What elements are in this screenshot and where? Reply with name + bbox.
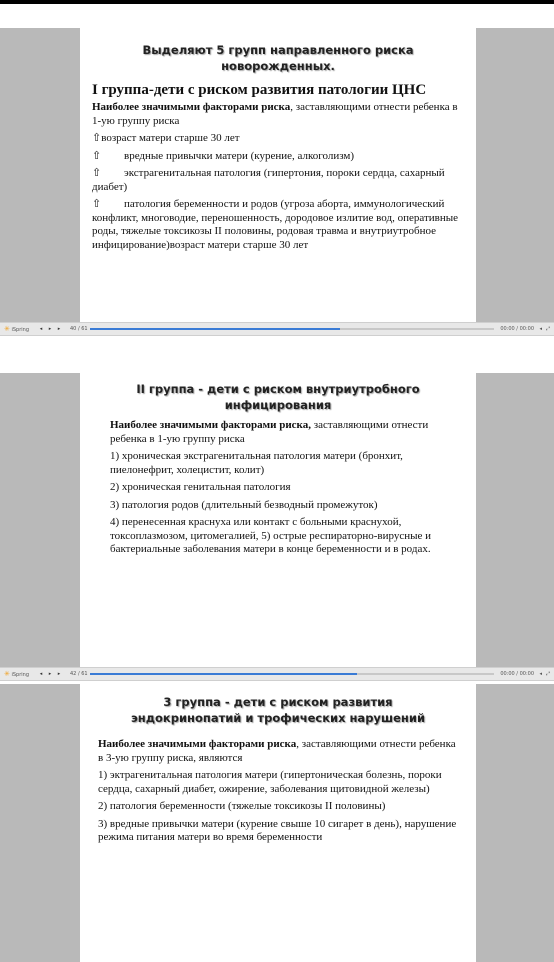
time-display: 00:00 / 00:00 [500,326,534,332]
slide-right-margin [476,684,554,962]
slide-counter: 42 / 61 [70,671,88,677]
intro-rest: заставляющими отнести ребенка в 1-ую группу риска [110,419,429,445]
slide-content [80,28,476,322]
intro-bold: Наиболее значимыми факторами риска, [110,419,311,431]
progress-track[interactable] [90,673,494,675]
intro-rest: , заставляющими отнести ребенка в 3-ую группу риска, являются [98,738,456,764]
fullscreen-icon[interactable]: ⤢ [545,326,550,332]
fullscreen-icon[interactable]: ⤢ [545,671,550,677]
list-item-text: вредные привычки матери (курение, алкоголизм) [124,149,355,162]
volume-icon[interactable]: ◂ [539,326,542,332]
list-item-text: экстрагенитальная патология (гипертония, пороки сердца, сахарный диабет) [92,167,445,193]
star-icon: ✳ [4,670,10,678]
progress-fill [90,673,357,675]
arrow-up-icon: ⇧ [92,132,102,144]
time-display: 00:00 / 00:00 [500,671,534,677]
arrow-up-icon: ⇧ [92,198,102,210]
first-slide-button[interactable]: ◂ [39,326,43,332]
slide-counter: 40 / 61 [70,326,88,332]
slide-content [80,684,476,962]
slide-right-margin [476,28,554,322]
logo-text: iSpring [11,327,29,333]
next-slide-button[interactable]: ▸ [57,671,61,677]
list-item: 1) эктрагенитальная патология матери (гипертоническая болезнь, пороки сердца, сахарный диабет, ожирение, заболевания щитовидной железы) [98,769,442,795]
star-icon: ✳ [4,325,10,333]
logo-text: iSpring [11,672,29,678]
intro-rest: , заставляющими отнести ребенка в 1-ую группу риска [92,101,458,127]
intro-bold: Наиболее значимыми факторами риска [92,101,291,113]
intro-text [92,101,466,128]
slide-title: II группа - дети с риском внутриутробного инфицирования [136,382,420,412]
list-item: 3) вредные привычки матери (курение свыше 10 сигарет в день), нарушение режима питания матери во время беременности [98,817,457,843]
play-button[interactable]: ▸ [48,671,52,677]
next-slide-button[interactable]: ▸ [57,326,61,332]
list-item: 2) хроническая генитальная патология [110,481,291,493]
list-item [92,198,466,252]
ispring-logo [4,670,29,678]
intro-bold: Наиболее значимыми факторами риска [98,738,297,750]
list-item-text: патология беременности и родов (угроза аборта, иммунологический конфликт, многоводие, переношенность, дородовое излитие вод, оперативные роды, тяжелые токсикозы II половины, родовая травма и внутриутробное инфицирование)возраст матери старше 30 лет [92,198,458,251]
slide-title: Выделяют 5 групп направленного риска новорожденных. [142,43,414,73]
play-button[interactable]: ▸ [48,326,52,332]
list-item: 1) хроническая экстрагенитальная патология матери (бронхит, пиелонефрит, холецистит, колит) [110,450,403,476]
ispring-logo [4,325,29,333]
progress-track[interactable] [90,328,494,330]
list-item: 3) патология родов (длительный безводный промежуток) [110,498,378,511]
slide-title: 3 группа - дети с риском развития эндокринопатий и трофических нарушений [130,695,425,725]
slide-2 [0,373,554,667]
volume-icon[interactable]: ◂ [539,671,542,677]
slide-right-margin [476,373,554,667]
list-item-text: возраст матери старше 30 лет [101,132,240,144]
list-item: 2) патология беременности (тяжелые токсикозы II половины) [98,800,386,812]
list-item [92,167,466,194]
slide-1 [0,28,554,322]
progress-fill [90,328,340,330]
arrow-up-icon: ⇧ [92,167,102,179]
slide-3 [0,684,554,962]
intro-text [98,738,462,765]
list-item [92,150,466,164]
slide-left-margin [0,373,80,667]
top-border [0,0,554,4]
first-slide-button[interactable]: ◂ [39,671,43,677]
slide-left-margin [0,684,80,962]
slide-content [80,373,476,667]
group-heading: I группа-дети с риском развития патологии ЦНС [92,82,427,98]
player-bar [0,322,554,336]
list-item [92,132,466,146]
arrow-up-icon: ⇧ [92,149,102,162]
slide-left-margin [0,28,80,322]
list-item: 4) перенесенная краснуха или контакт с больными краснухой, токсоплазмозом, цитомегалией, 5) острые респираторно-вирусные и бактериальные заболевания матери в конце беременности и в родах. [110,516,432,555]
player-bar [0,667,554,681]
intro-text [110,419,462,446]
